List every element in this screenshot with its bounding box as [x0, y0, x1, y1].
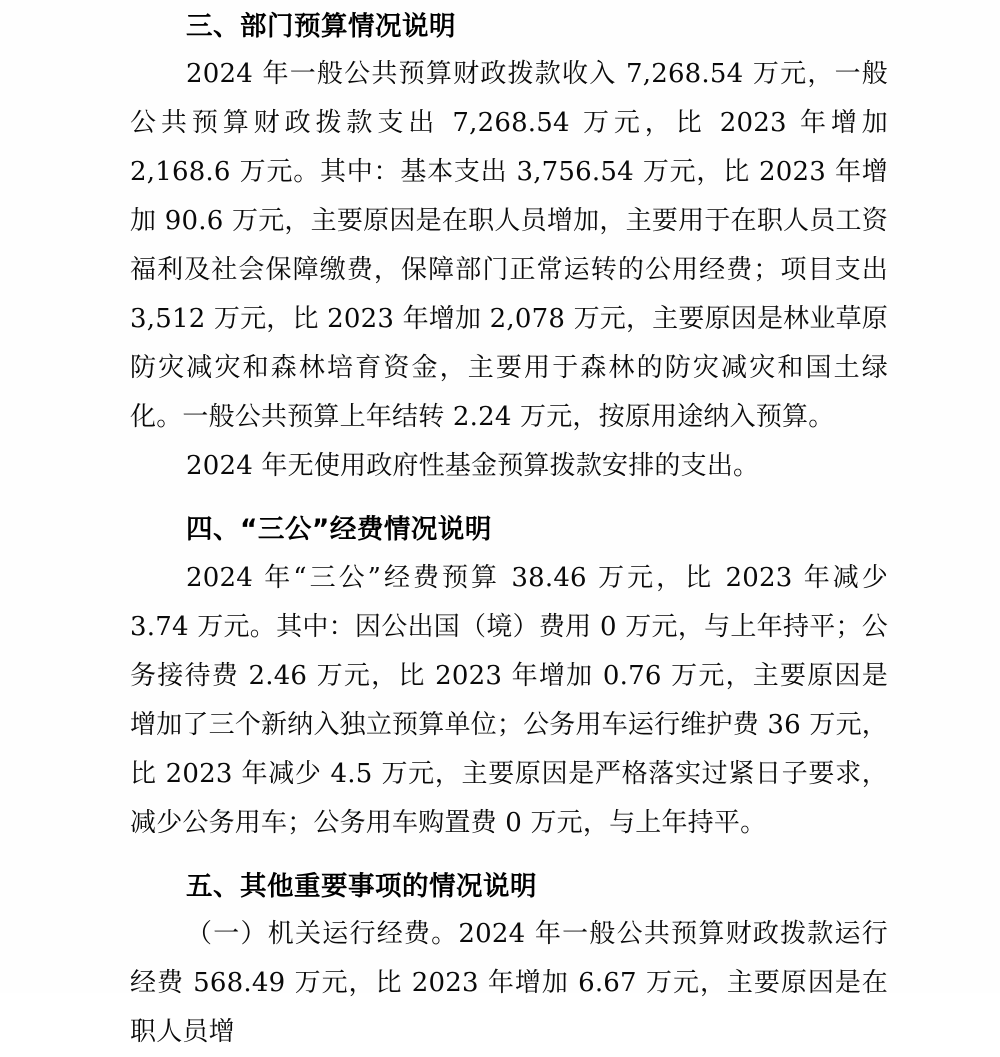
paragraph: 2024 年“三公”经费预算 38.46 万元，比 2023 年减少 3.74 万元。其中：因公出国（境）费用 0 万元，与上年持平；公务接待费 2.46 万元，比 2023 年增加 0.76 万元，主要原因是增加了三个新纳入独立预算单位；公务用车运行维护费 36 万元，比 2023 年减少 4.5 万元，主要原因是严格落实过紧日子要求，减少公务用车；公务用车购置费 0 万元，与上年持平。	[130, 562, 888, 838]
section-heading-4: 四、“三公”经费情况说明	[186, 514, 492, 546]
paragraph: 2024 年无使用政府性基金预算拨款安排的支出。	[186, 451, 760, 482]
paragraph: （一）机关运行经费。2024 年一般公共预算财政拨款运行经费 568.49 万元，比 2023 年增加 6.67 万元，主要原因是在职人员增	[130, 919, 888, 1048]
section-heading-3: 三、部门预算情况说明	[186, 11, 456, 42]
paragraph: 2024 年一般公共预算财政拨款收入 7,268.54 万元，一般公共预算财政拨款支出 7,268.54 万元，比 2023 年增加 2,168.6 万元。其中：基本支出 3,756.54 万元，比 2023 年增加 90.6 万元，主要原因是在职人员增加，主要用于在职人员工资福利及社会保障缴费，保障部门正常运转的公用经费；项目支出 3,512 万元，比 2023 年增加 2,078 万元，主要原因是林业草原防灾减灾和森林培育资金，主要用于森林的防灾减灾和国土绿化。一般公共预算上年结转 2.24 万元，按原用途纳入预算。	[130, 59, 888, 433]
section-heading-5: 五、其他重要事项的情况说明	[186, 870, 537, 902]
